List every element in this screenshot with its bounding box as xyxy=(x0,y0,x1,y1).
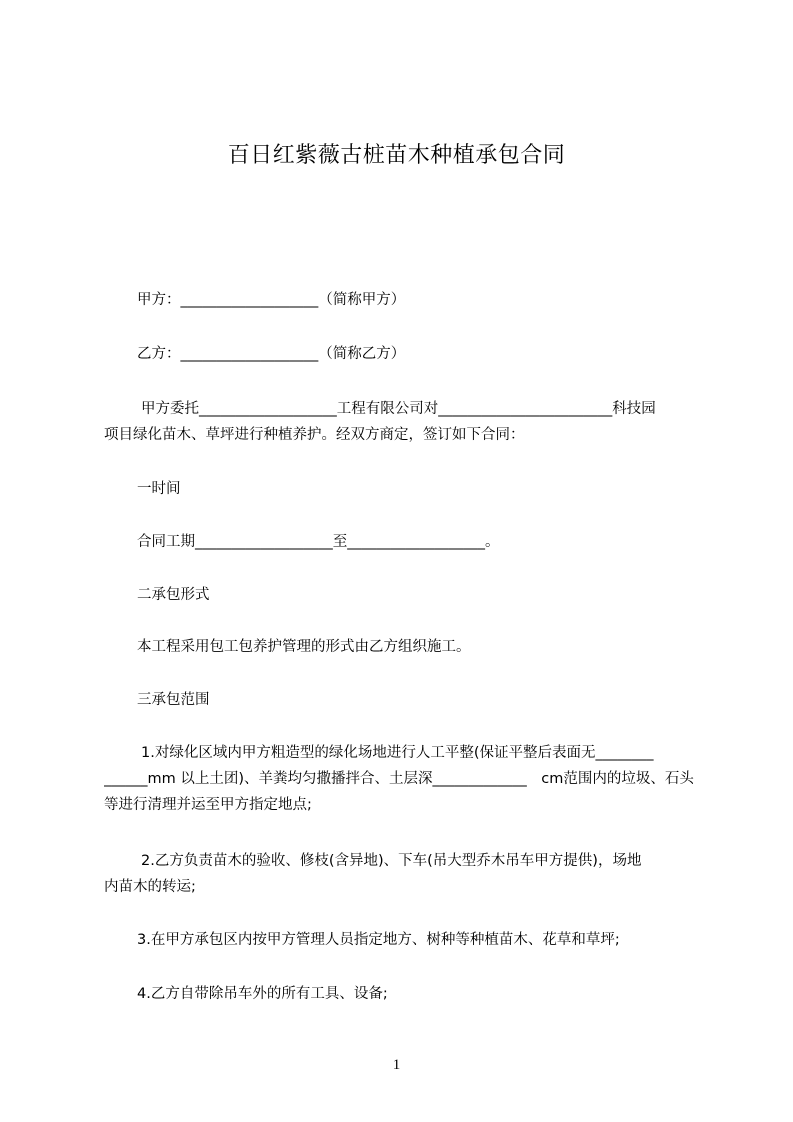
intro-paragraph xyxy=(104,396,698,448)
contract-form-text: 本工程采用包工包养护管理的形式由乙方组织施工。 xyxy=(137,639,471,655)
scope-item-4: 4.乙方自带除吊车外的所有工具、设备; xyxy=(137,986,388,1002)
section-1-heading: 一时间 xyxy=(137,481,181,497)
scope-item-1-line-2: ______mm 以上土团)、羊粪均匀撒播拌合、土层深_____________ cm范围内的垃圾、石头 xyxy=(104,771,694,787)
contract-period-line: 合同工期___________________至___________________。 xyxy=(137,534,500,550)
scope-item-1-line-3: 等进行清理并运至甲方指定地点; xyxy=(104,797,312,813)
section-3-heading: 三承包范围 xyxy=(137,692,210,708)
party-b-line: 乙方：___________________（简称乙方） xyxy=(137,346,406,362)
page-number: 1 xyxy=(392,1057,401,1073)
document-title: 百日红紫薇古桩苗木种植承包合同 xyxy=(227,143,566,168)
scope-item-2 xyxy=(104,848,698,900)
party-a-line: 甲方：___________________（简称甲方） xyxy=(137,292,406,308)
intro-line-1: 甲方委托___________________工程有限公司对________________________科技园 xyxy=(141,401,656,417)
scope-item-2-line-1: 2.乙方负责苗木的验收、修枝(含异地)、下车(吊大型乔木吊车甲方提供)，场地 xyxy=(141,853,642,869)
section-2-heading: 二承包形式 xyxy=(137,587,210,603)
intro-line-2: 项目绿化苗木、草坪进行种植养护。经双方商定，签订如下合同： xyxy=(104,427,525,443)
scope-item-1-line-1: 1.对绿化区域内甲方粗造型的绿化场地进行人工平整(保证平整后表面无________ xyxy=(141,745,654,761)
scope-item-1 xyxy=(104,740,698,818)
scope-item-2-line-2: 内苗木的转运; xyxy=(104,879,196,895)
scope-item-3: 3.在甲方承包区内按甲方管理人员指定地方、树种等种植苗木、花草和草坪; xyxy=(137,932,620,948)
